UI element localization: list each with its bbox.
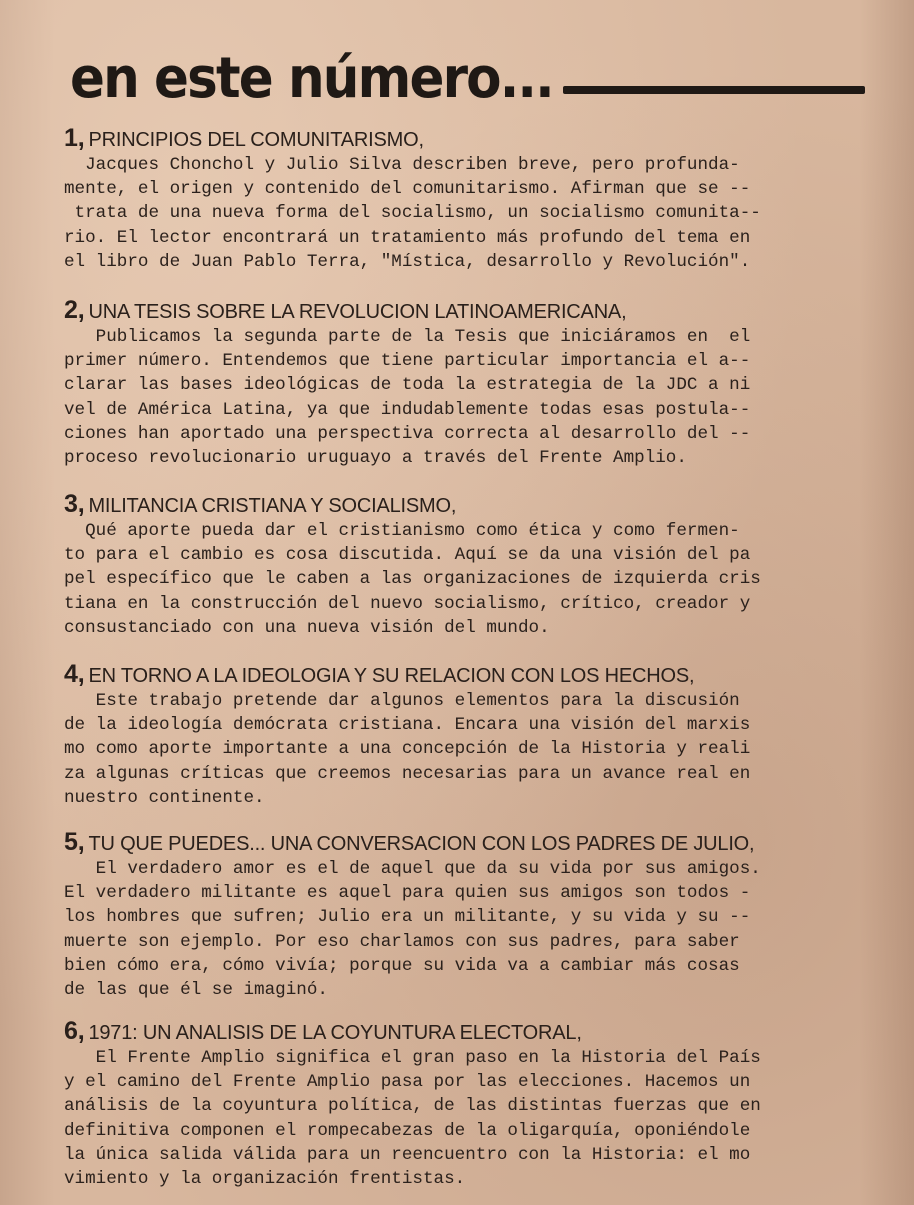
body-line: Jacques Chonchol y Julio Silva describen breve, pero profunda- [64, 155, 740, 175]
section-2 [64, 298, 864, 470]
section-title-text: MILITANCIA CRISTIANA Y SOCIALISMO, [88, 495, 457, 517]
body-line: primer número. Entendemos que tiene particular importancia el a-- [64, 351, 751, 372]
section-4 [64, 662, 864, 810]
section-number: 6, [64, 1017, 85, 1045]
body-line: mo como aporte importante a una concepción de la Historia y reali [64, 739, 751, 760]
body-line: za algunas críticas que creemos necesarias para un avance real en [64, 763, 751, 784]
section-number: 5, [64, 828, 85, 856]
section-body [64, 519, 864, 640]
body-line: rio. El lector encontrará un tratamiento más profundo del tema en [64, 227, 751, 248]
section-title [64, 492, 864, 518]
section-title-text: TU QUE PUEDES... UNA CONVERSACION CON LOS PADRES DE JULIO, [88, 833, 755, 855]
body-line: nuestro continente. [64, 787, 265, 808]
body-line: análisis de la coyuntura política, de las distintas fuerzas que en [64, 1096, 761, 1117]
body-line: de las que él se imaginó. [64, 980, 328, 1001]
body-line: mente, el origen y contenido del comunitarismo. Afirman que se -- [64, 179, 751, 200]
body-line: la única salida válida para un reencuentro con la Historia: el mo [64, 1144, 751, 1165]
body-line: trata de una nueva forma del socialismo, un socialismo comunita-- [64, 203, 761, 224]
section-number: 4, [64, 660, 85, 688]
section-5 [64, 830, 864, 1002]
section-number: 3, [64, 490, 85, 518]
section-body [64, 857, 864, 1002]
section-body [64, 153, 864, 274]
body-line: muerte son ejemplo. Por eso charlamos con sus padres, para saber [64, 931, 740, 952]
page-heading: en este número... [70, 46, 553, 111]
body-line: Publicamos la segunda parte de la Tesis que iniciáramos en el [64, 327, 751, 347]
section-3 [64, 492, 864, 640]
body-line: El verdadero amor es el de aquel que da su vida por sus amigos. [64, 859, 761, 879]
body-line: El Frente Amplio significa el gran paso en la Historia del País [64, 1048, 761, 1068]
body-line: proceso revolucionario uruguayo a través del Frente Amplio. [64, 448, 687, 469]
section-title [64, 126, 864, 152]
body-line: de la ideología demócrata cristiana. Encara una visión del marxis [64, 715, 751, 736]
body-line: el libro de Juan Pablo Terra, "Mística, desarrollo y Revolución". [64, 251, 751, 272]
body-line: to para el cambio es cosa discutida. Aquí se da una visión del pa [64, 545, 751, 566]
section-title [64, 830, 864, 856]
section-body [64, 1046, 864, 1191]
section-title-text: PRINCIPIOS DEL COMUNITARISMO, [88, 129, 424, 151]
body-line: vel de América Latina, ya que indudablemente todas esas postula-- [64, 399, 751, 420]
body-line: consustanciado con una nueva visión del mundo. [64, 617, 550, 638]
body-line: vimiento y la organización frentistas. [64, 1169, 466, 1190]
section-body [64, 689, 864, 810]
heading-rule [563, 86, 865, 94]
section-title [64, 662, 864, 688]
body-line: Qué aporte pueda dar el cristianismo como ética y como fermen- [64, 521, 740, 541]
section-title [64, 1019, 864, 1045]
body-line: ciones han aportado una perspectiva correcta al desarrollo del -- [64, 423, 751, 444]
body-line: El verdadero militante es aquel para quien sus amigos son todos - [64, 883, 751, 904]
section-title-text: 1971: UN ANALISIS DE LA COYUNTURA ELECTORAL, [88, 1022, 582, 1044]
section-title-text: EN TORNO A LA IDEOLOGIA Y SU RELACION CON LOS HECHOS, [88, 665, 695, 687]
body-line: clarar las bases ideológicas de toda la estrategia de la JDC a ni [64, 375, 751, 396]
body-line: pel específico que le caben a las organizaciones de izquierda cris [64, 569, 761, 590]
body-line: y el camino del Frente Amplio pasa por las elecciones. Hacemos un [64, 1072, 751, 1093]
section-body [64, 325, 864, 470]
body-line: bien cómo era, cómo vivía; porque su vida va a cambiar más cosas [64, 955, 740, 976]
section-number: 1, [64, 124, 85, 152]
body-line: Este trabajo pretende dar algunos elementos para la discusión [64, 691, 740, 711]
section-6 [64, 1019, 864, 1191]
section-title-text: UNA TESIS SOBRE LA REVOLUCION LATINOAMERICANA, [88, 301, 627, 323]
section-1 [64, 126, 864, 274]
body-line: tiana en la construcción del nuevo socialismo, crítico, creador y [64, 593, 751, 614]
body-line: definitiva componen el rompecabezas de la oligarquía, oponiéndole [64, 1120, 751, 1141]
section-number: 2, [64, 296, 85, 324]
body-line: los hombres que sufren; Julio era un militante, y su vida y su -- [64, 907, 751, 928]
section-title [64, 298, 864, 324]
